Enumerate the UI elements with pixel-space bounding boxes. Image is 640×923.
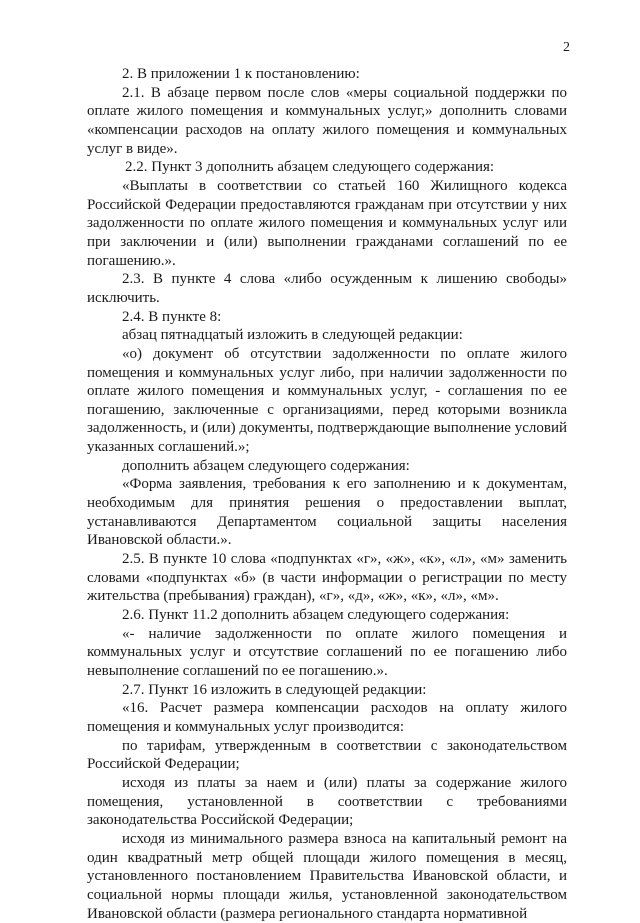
paragraph-item-2-4: 2.4. В пункте 8:	[122, 308, 222, 325]
paragraph-quote-document: «о) документ об отсутствии задолженности по оплате жилого помещения и коммунальных услуг либо, при наличии задолженности по оплате жилого помещения и коммунальных услуг, - соглашения по ее погашению, заключенные с организациями, перед которыми возникла задолженность, и (или) документы, подтверждающие выполнение условий указанных соглашений.»;	[87, 345, 567, 456]
paragraph-item-2: 2. В приложении 1 к постановлению:	[122, 66, 360, 82]
paragraph-item-2-5: 2.5. В пункте 10 слова «подпунктах «г», «ж», «к», «л», «м» заменить словами «подпунктах «б» (в части информации о регистрации по месту жительства (пребывания) граждан), «г», «д», «ж», «к», «л», «м».	[87, 551, 567, 605]
paragraph-rent: исходя из платы за наем и (или) платы за содержание жилого помещения, установленной в соответствии с требованиями законодательства Российской Федерации;	[87, 774, 567, 829]
paragraph-item-2-1: 2.1. В абзаце первом после слов «меры социальной поддержки по оплате жилого помещения и коммунальных услуг,» дополнить словами «компенсации расходов на оплату жилого помещения и коммунальных услуг в виде».	[87, 84, 567, 157]
paragraph-quote-debt: «- наличие задолженности по оплате жилого помещения и коммунальных услуг и отсутствие соглашений по ее погашению либо невыполнение соглашений по ее погашению.».	[87, 625, 567, 679]
document-body	[87, 65, 567, 923]
paragraph-item-2-6: 2.6. Пункт 11.2 дополнить абзацем следующего содержания:	[122, 607, 510, 624]
paragraph-capital-repair: исходя из минимального размера взноса на капитальный ремонт на один квадратный метр общей площади жилого помещения в месяц, установленного постановлением Правительства Ивановской области, и социальной нормы площади жилья, установленной законодательством Ивановской области (размера регионального стандарта нормативной	[87, 830, 567, 922]
paragraph-quote-16: «16. Расчет размера компенсации расходов на оплату жилого помещения и коммунальных услуг производится:	[87, 700, 567, 735]
page-number: 2	[563, 40, 570, 55]
paragraph-item-2-2: 2.2. Пункт 3 дополнить абзацем следующего содержания:	[125, 159, 495, 176]
paragraph-tariffs: по тарифам, утвержденным в соответствии с законодательством Российской Федерации;	[87, 737, 567, 773]
paragraph-quote-form: «Форма заявления, требования к его заполнению и к документам, необходимым для принятия решения о предоставлении выплат, устанавливаются Департаментом социальной защиты населения Ивановской области.».	[87, 476, 567, 549]
paragraph-item-2-7: 2.7. Пункт 16 изложить в следующей редакции:	[122, 681, 427, 698]
paragraph-fifteenth-abzac: абзац пятнадцатый изложить в следующей редакции:	[122, 327, 463, 344]
paragraph-quote-payments: «Выплаты в соответствии со статьей 160 Жилищного кодекса Российской Федерации предоставляются гражданам при отсутствии у них задолженности по оплате жилого помещения и коммунальных услуг или при заключении и (или) выполнении гражданами соглашений по ее погашению.».	[87, 177, 567, 269]
paragraph-add-abzac: дополнить абзацем следующего содержания:	[122, 457, 410, 474]
paragraph-item-2-3: 2.3. В пункте 4 слова «либо осужденным к лишению свободы» исключить.	[87, 271, 567, 306]
